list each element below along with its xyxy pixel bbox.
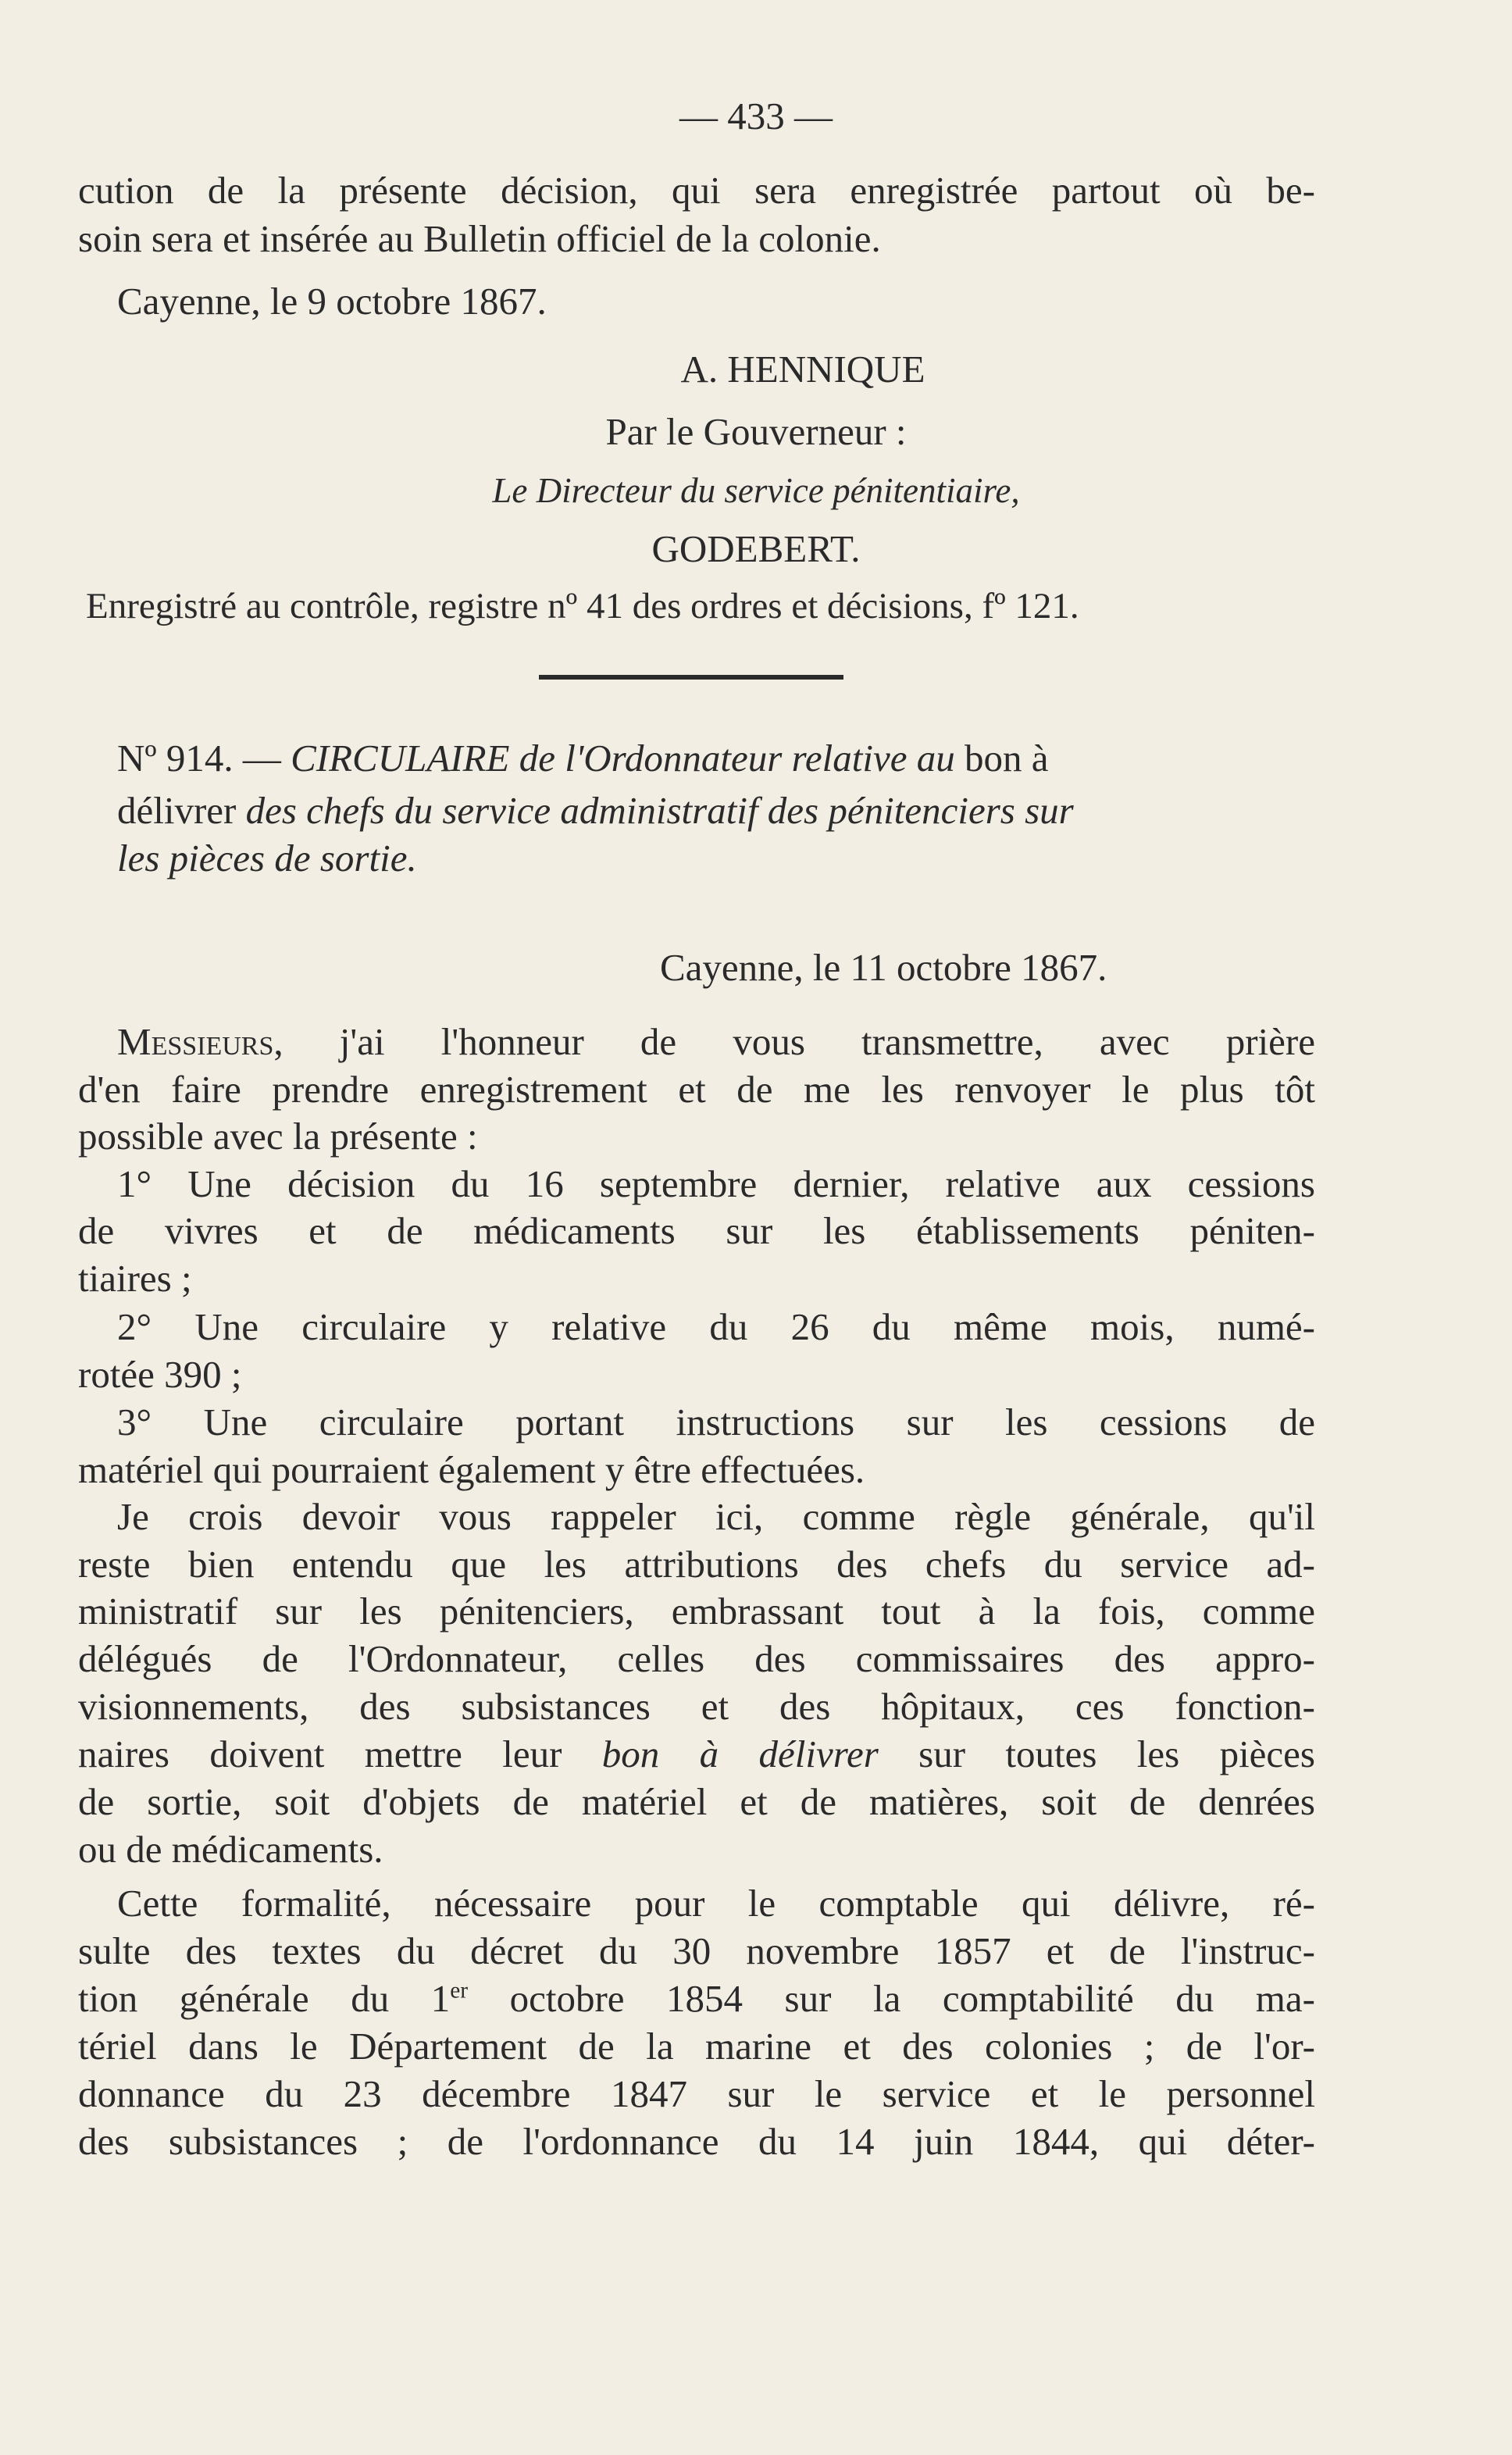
salutation: Messieurs	[117, 1020, 274, 1063]
text-span: octobre 1854 sur la comptabilité du ma-	[468, 1977, 1315, 2020]
text-line	[78, 1730, 1315, 1779]
place-date: Cayenne, le 9 octobre 1867.	[117, 280, 547, 323]
text-line: sulte des textes du décret du 30 novembre 1857 et de l'instruc-	[78, 1929, 1315, 1972]
text-line: tiaires ;	[78, 1257, 192, 1300]
circular-subject: des chefs du service administratif des pénitenciers sur	[236, 789, 1074, 832]
text-line: d'en faire prendre enregistrement et de me les renvoyer le plus tôt	[78, 1068, 1315, 1111]
text-line: reste bien entendu que les attributions des chefs du service ad-	[78, 1543, 1315, 1586]
text-line: ou de médicaments.	[78, 1828, 383, 1871]
text-line: Cette formalité, nécessaire pour le comptable qui délivre, ré-	[117, 1882, 1315, 1925]
bon-a: bon à	[954, 737, 1049, 780]
circular-title-line-2	[117, 787, 1354, 835]
text-line: rotée 390 ;	[78, 1353, 242, 1396]
signature-name: A. HENNIQUE	[680, 348, 925, 391]
text-line: délégués de l'Ordonnateur, celles des commissaires des appro-	[78, 1637, 1315, 1680]
text-span: sur toutes les pièces	[878, 1732, 1315, 1775]
separator-rule	[539, 675, 843, 680]
text-line: de sortie, soit d'objets de matériel et de matières, soit de denrées	[78, 1780, 1315, 1823]
list-item: 3° Une circulaire portant instructions sur les cessions de	[117, 1401, 1315, 1443]
enregistre-line: Enregistré au contrôle, registre nº 41 des ordres et décisions, fº 121.	[86, 586, 1079, 626]
text-line: cution de la présente décision, qui sera enregistrée partout où be-	[78, 169, 1315, 212]
text-span: naires doivent mettre leur	[78, 1732, 602, 1775]
circular-date: Cayenne, le 11 octobre 1867.	[660, 946, 1107, 989]
list-item: 1° Une décision du 16 septembre dernier, relative aux cessions	[117, 1162, 1315, 1205]
text-line: soin sera et insérée au Bulletin officiel de la colonie.	[78, 217, 881, 260]
directeur-title: Le Directeur du service pénitentiaire,	[492, 471, 1020, 510]
text-line: matériel qui pourraient également y être effectuées.	[78, 1448, 865, 1491]
text-line: visionnements, des subsistances et des hôpitaux, ces fonction-	[78, 1685, 1315, 1728]
par-le-gouverneur: Par le Gouverneur :	[605, 410, 907, 453]
text-line: tériel dans le Département de la marine et des colonies ; de l'or-	[78, 2025, 1315, 2068]
delivrer-word: délivrer	[117, 789, 237, 832]
text-line: possible avec la présente :	[78, 1115, 478, 1158]
text-line: donnance du 23 décembre 1847 sur le service et le personnel	[78, 2072, 1315, 2115]
page-number: — 433 —	[679, 95, 833, 137]
circular-title: CIRCULAIRE de l'Ordonnateur relative au	[291, 737, 955, 780]
dash: —	[233, 737, 291, 780]
text-line: ministratif sur les pénitenciers, embrassant tout à la fois, comme	[78, 1590, 1315, 1633]
bon-a-delivrer: bon à délivrer	[601, 1732, 879, 1775]
text-line	[117, 1018, 1315, 1066]
text-line	[78, 1975, 1315, 2023]
circular-number: Nº 914.	[117, 737, 234, 780]
text-span: tion générale du 1	[78, 1977, 451, 2020]
text-line: des subsistances ; de l'ordonnance du 14 juin 1844, qui déter-	[78, 2120, 1315, 2163]
text-span: , j'ai l'honneur de vous transmettre, avec prière	[273, 1020, 1315, 1063]
godebert-signature: GODEBERT.	[651, 527, 861, 570]
superscript: er	[450, 1978, 469, 2004]
text-line: de vivres et de médicaments sur les établissements péniten-	[78, 1209, 1315, 1252]
circular-subject-end: les pièces de sortie.	[117, 837, 417, 880]
text-line: Je crois devoir vous rappeler ici, comme règle générale, qu'il	[117, 1495, 1315, 1538]
circular-title-line	[117, 734, 1354, 783]
list-item: 2° Une circulaire y relative du 26 du même mois, numé-	[117, 1305, 1315, 1348]
